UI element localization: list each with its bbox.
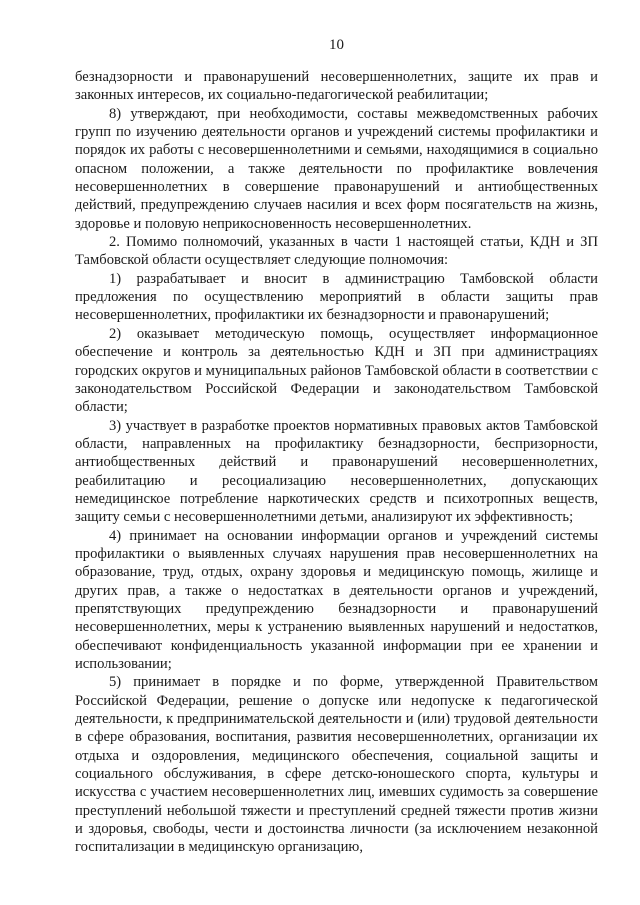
- paragraph: 5) принимает в порядке и по форме, утвержденной Правительством Российской Федерации, решение о допуске или недопуске к педагогической деятельности, к предпринимательской деятельности и (или) трудовой деятельности в сфере образования, воспитания, развития несовершеннолетних, организации их отдыха и оздоровления, медицинского обеспечения, социальной защиты и социального обслуживания, в сфере детско-юношеского спорта, культуры и искусства с участием несовершеннолетних лиц, имевших судимость за совершение преступлений небольшой тяжести и преступлений средней тяжести против жизни и здоровья, свободы, чести и достоинства личности (за исключением незаконной госпитализации в медицинскую организацию,: [75, 674, 598, 856]
- paragraph: 3) участвует в разработке проектов нормативных правовых актов Тамбовской области, направленных на профилактику безнадзорности, беспризорности, антиобщественных действий и правонарушений несовершеннолетних, реабилитацию и ресоциализацию несовершеннолетних, допускающих немедицинское потребление наркотических средств и психотропных веществ, защиту семьи с несовершеннолетними детьми, анализируют их эффективность;: [75, 417, 598, 526]
- paragraph: 2) оказывает методическую помощь, осуществляет информационное обеспечение и контроль за деятельностью КДН и ЗП при администрациях городских округов и муниципальных районов Тамбовской области в соответствии с законодательством Российской Федерации и законодательством Тамбовской области;: [75, 325, 598, 416]
- document-body: [75, 68, 598, 857]
- paragraph: 4) принимает на основании информации органов и учреждений системы профилактики о выявленных случаях нарушения прав несовершеннолетних на образование, труд, отдых, охрану здоровья и медицинскую помощь, жилище и других прав, а также о недостатках в деятельности органов и учреждений, препятствующих предупреждению безнадзорности и правонарушений несовершеннолетних, меры к устранению выявленных нарушений и недостатков, обеспечивают конфиденциальность указанной информации при ее хранении и использовании;: [75, 527, 598, 672]
- paragraph: 8) утверждают, при необходимости, составы межведомственных рабочих групп по изучению деятельности органов и учреждений системы профилактики и порядок их работы с несовершеннолетними и семьями, находящимися в социально опасном положении, а также деятельности по профилактике вовлечения несовершеннолетних в совершение правонарушений и антиобщественных действий, предупреждению случаев насилия и всех форм посягательств на жизнь, здоровье и половую неприкосновенность несовершеннолетних.: [75, 105, 598, 232]
- page-number: 10: [329, 37, 344, 53]
- paragraph: 2. Помимо полномочий, указанных в части 1 настоящей статьи, КДН и ЗП Тамбовской области осуществляет следующие полномочия:: [75, 234, 598, 269]
- paragraph: безнадзорности и правонарушений несовершеннолетних, защите их прав и законных интересов, их социально-педагогической реабилитации;: [75, 69, 598, 104]
- paragraph: 1) разрабатывает и вносит в администрацию Тамбовской области предложения по осуществлению мероприятий в области защиты прав несовершеннолетних, профилактики их безнадзорности и правонарушений;: [75, 270, 598, 324]
